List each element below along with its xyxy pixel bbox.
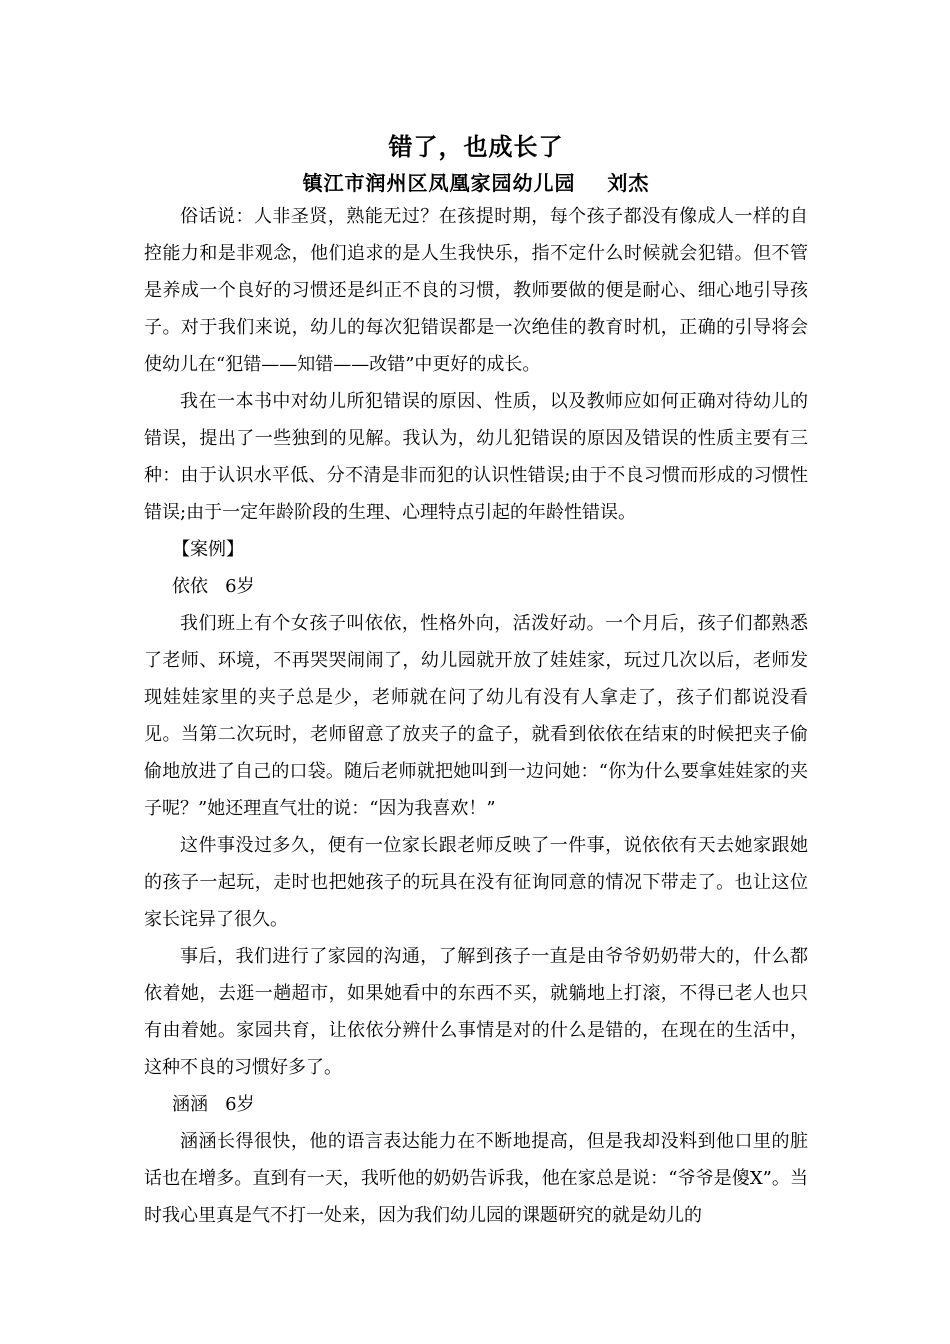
document-page: [144, 130, 808, 1234]
case1-paragraph-3: 事后，我们进行了家园的沟通，了解到孩子一直是由爷爷奶奶带大的，什么都依着她，去逛一趟超市，如果她看中的东西不买，就躺地上打滚，不得已老人也只有由着她。家园共育，让依依分辨什么事情是对的什么是错的，在现在的生活中，这种不良的习惯好多了。: [144, 946, 808, 1078]
case2-label: 涵涵 6岁: [172, 1094, 255, 1115]
case-heading: 【案例】: [172, 539, 244, 560]
case1-paragraph-1: 我们班上有个女孩子叫依依，性格外向，活泼好动。一个月后，孩子们都熟悉了老师、环境，不再哭哭闹闹了，幼儿园就开放了娃娃家，玩过几次以后，老师发现娃娃家里的夹子总是少，老师就在问了幼儿有没有人拿走了，孩子们都说没看见。当第二次玩时，老师留意了放夹子的盒子，就看到依依在结束的时候把夹子偷偷地放进了自己的口袋。随后老师就把她叫到一边问她：“你为什么要拿娃娃家的夹子呢？”她还理直气壮的说：“因为我喜欢！”: [144, 613, 808, 819]
intro-paragraph-2: 我在一本书中对幼儿所犯错误的原因、性质，以及教师应如何正确对待幼儿的错误，提出了一些独到的见解。我认为，幼儿犯错误的原因及错误的性质主要有三种：由于认识水平低、分不清是非而犯的认识性错误;由于不良习惯而形成的习惯性错误;由于一定年龄阶段的生理、心理特点引起的年龄性错误。: [144, 391, 808, 523]
case1-label: 依依 6岁: [172, 576, 255, 597]
document-title: 错了，也成长了: [388, 133, 564, 161]
author-byline: 镇江市润州区凤凰家园幼儿园 刘杰: [302, 171, 650, 195]
intro-paragraph-1: 俗话说：人非圣贤，熟能无过？在孩提时期，每个孩子都没有像成人一样的自控能力和是非观念，他们追求的是人生我快乐，指不定什么时候就会犯错。但不管是养成一个良好的习惯还是纠正不良的习惯，教师要做的便是耐心、细心地引导孩子。对于我们来说，幼儿的每次犯错误都是一次绝佳的教育时机，正确的引导将会使幼儿在“犯错——知错——改错”中更好的成长。: [144, 206, 808, 375]
case2-paragraph-1: 涵涵长得很快，他的语言表达能力在不断地提高，但是我却没料到他口里的脏话也在增多。直到有一天，我听他的奶奶告诉我，他在家总是说：“爷爷是傻X”。当时我心里真是气不打一处来，因为我们幼儿园的课题研究的就是幼儿的: [144, 1131, 808, 1226]
case1-paragraph-2: 这件事没过多久，便有一位家长跟老师反映了一件事，说依依有天去她家跟她的孩子一起玩，走时也把她孩子的玩具在没有征询同意的情况下带走了。也让这位家长诧异了很久。: [144, 835, 808, 930]
